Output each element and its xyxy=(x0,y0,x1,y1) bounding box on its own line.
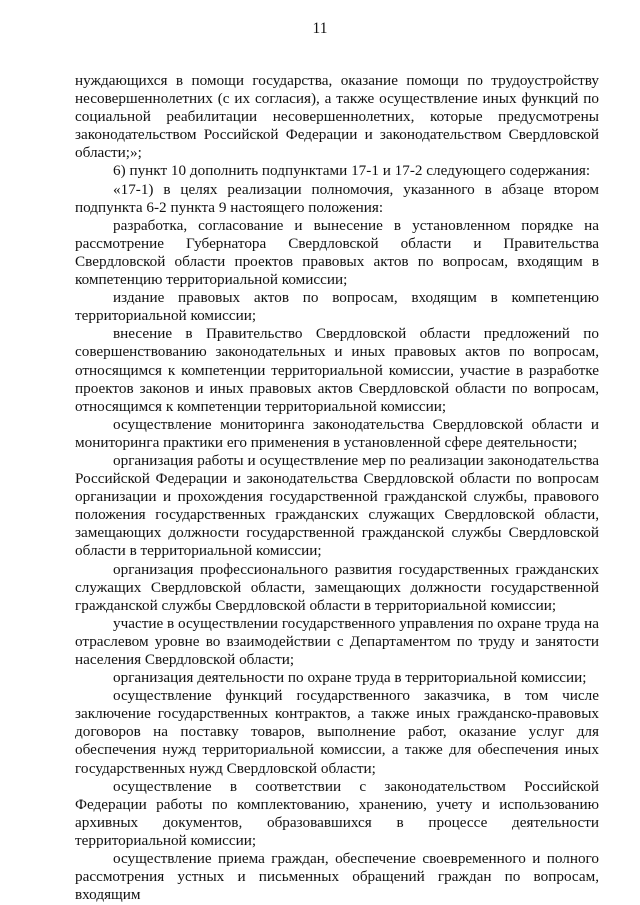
paragraph: осуществление в соответствии с законодательством Российской Федерации работы по комплектованию, хранению, учету и использованию архивных документов, образовавшихся в процессе деятельности территориальной комиссии; xyxy=(75,777,599,849)
paragraph: организация работы и осуществление мер по реализации законодательства Российской Федерации и законодательства Свердловской области по вопросам организации и прохождения государственной гражданской службы, правового положения государственных гражданских служащих Свердловской области, замещающих должности государственной гражданской службы Свердловской области в территориальной комиссии; xyxy=(75,451,599,560)
paragraph: разработка, согласование и вынесение в установленном порядке на рассмотрение Губернатора Свердловской области и Правительства Свердловской области проектов правовых актов по вопросам, входящим в компетенцию территориальной комиссии; xyxy=(75,216,599,289)
paragraph: осуществление приема граждан, обеспечение своевременного и полного рассмотрения устных и письменных обращений граждан по вопросам, входящим xyxy=(75,850,599,904)
paragraph: осуществление функций государственного заказчика, в том числе заключение государственных контрактов, а также иных гражданско-правовых договоров на поставку товаров, выполнение работ, оказание услуг для обеспечения нужд территориальной комиссии, а также для обеспечения иных государственных нужд Свердловской области; xyxy=(75,687,599,777)
paragraph: внесение в Правительство Свердловской области предложений по совершенствованию законодательных и иных правовых актов по вопросам, относящимся к компетенции территориальной комиссии, участие в разработке проектов законов и иных правовых актов Свердловской области по вопросам, относящимся к компетенции территориальной комиссии; xyxy=(75,325,599,415)
paragraph: организация деятельности по охране труда в территориальной комиссии; xyxy=(113,669,587,687)
paragraph: осуществление мониторинга законодательства Свердловской области и мониторинга практики его применения в установленной сфере деятельности; xyxy=(75,415,599,451)
paragraph: 6) пункт 10 дополнить подпунктами 17-1 и 17-2 следующего содержания: xyxy=(113,162,591,180)
paragraph: участие в осуществлении государственного управления по охране труда на отраслевом уровне во взаимодействии с Департаментом по труду и занятости населения Свердловской области; xyxy=(75,614,599,668)
document-body xyxy=(75,72,599,904)
page-number: 11 xyxy=(312,20,328,37)
paragraph: нуждающихся в помощи государства, оказание помощи по трудоустройству несовершеннолетних (с их согласия), а также осуществление иных функций по социальной реабилитации несовершеннолетних, которые предусмотрены законодательством Российской Федерации и законодательством Свердловской области;»; xyxy=(75,72,599,162)
paragraph: организация профессионального развития государственных гражданских служащих Свердловской области, замещающих должности государственной гражданской службы Свердловской области в территориальной комиссии; xyxy=(75,560,599,614)
paragraph: «17-1) в целях реализации полномочия, указанного в абзаце втором подпункта 6-2 пункта 9 настоящего положения: xyxy=(75,180,599,216)
paragraph: издание правовых актов по вопросам, входящим в компетенцию территориальной комиссии; xyxy=(75,289,599,325)
